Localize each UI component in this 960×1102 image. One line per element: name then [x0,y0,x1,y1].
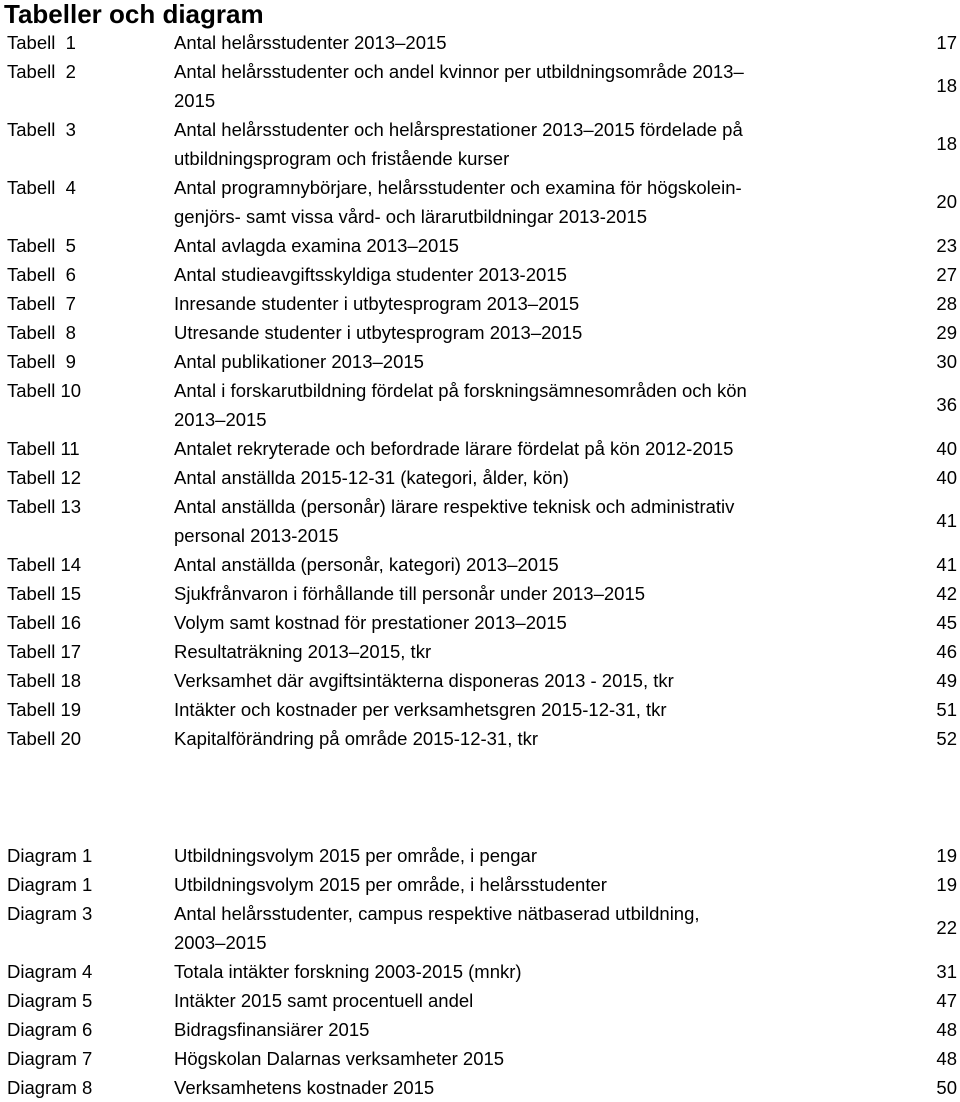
diagram-entry-title-line: Antal helårsstudenter, campus respektive nätbaserad utbildning, [174,903,700,924]
table-list [0,28,960,753]
table-entry-title-line: utbildningsprogram och fristående kurser [174,148,510,169]
table-entry-title-line: Kapitalförändring på område 2015-12-31, tkr [174,728,539,749]
table-entry-page-number: 40 [936,438,957,459]
table-entry-title [174,579,874,608]
table-entry-page-number: 20 [936,191,957,212]
table-entry [0,695,960,724]
table-entry-page-number: 17 [936,32,957,53]
table-entry-page-number: 45 [936,612,957,633]
table-entry-title-line: Antal publikationer 2013–2015 [174,351,424,372]
table-entry-title-line: genjörs- samt vissa vård- och lärarutbildningar 2013-2015 [174,206,648,227]
diagram-entry [0,870,960,899]
table-entry-label: Tabell 6 [7,264,76,285]
table-entry [0,57,960,115]
table-entry-title-line: Antal helårsstudenter 2013–2015 [174,32,447,53]
table-entry-page-number: 30 [936,351,957,372]
table-entry-label: Tabell 16 [7,612,82,633]
table-entry [0,231,960,260]
table-entry-title [174,434,874,463]
diagram-entry-title [174,957,874,986]
table-entry [0,318,960,347]
diagram-entry-title [174,1073,874,1102]
table-entry [0,463,960,492]
table-entry-title [174,347,874,376]
table-entry-label: Tabell 20 [7,728,82,749]
table-entry-label: Tabell 19 [7,699,82,720]
table-entry-label: Tabell 13 [7,496,82,517]
table-entry-title-line: Antal anställda (personår) lärare respektive teknisk och administrativ [174,496,735,517]
diagram-entry [0,957,960,986]
table-entry-label: Tabell 17 [7,641,82,662]
table-entry-page-number: 18 [936,133,957,154]
table-entry-title-line: Inresande studenter i utbytesprogram 2013–2015 [174,293,580,314]
diagram-entry-title [174,1015,874,1044]
table-entry-page-number: 42 [936,583,957,604]
diagram-entry-title-line: Utbildningsvolym 2015 per område, i helårsstudenter [174,874,607,895]
diagram-entry-title-line: Utbildningsvolym 2015 per område, i pengar [174,845,538,866]
table-entry-page-number: 36 [936,394,957,415]
table-entry-title-line: Antal anställda 2015-12-31 (kategori, ålder, kön) [174,467,569,488]
table-entry-page-number: 40 [936,467,957,488]
table-entry-title [174,724,874,753]
table-entry-title [174,550,874,579]
diagram-entry-title-line: Verksamhetens kostnader 2015 [174,1077,435,1098]
table-entry-title [174,376,874,434]
diagram-entry [0,1073,960,1102]
table-entry-page-number: 46 [936,641,957,662]
diagram-entry [0,1015,960,1044]
diagram-entry-label: Diagram 3 [7,903,93,924]
page-title: Tabeller och diagram [4,0,264,29]
diagram-entry-label: Diagram 8 [7,1077,93,1098]
diagram-entry [0,899,960,957]
table-entry-page-number: 28 [936,293,957,314]
table-entry-label: Tabell 3 [7,119,76,140]
diagram-entry-page-number: 48 [936,1019,957,1040]
table-entry [0,347,960,376]
table-entry-title [174,637,874,666]
diagram-entry-title [174,986,874,1015]
diagram-entry-label: Diagram 1 [7,845,93,866]
table-entry-label: Tabell 9 [7,351,76,372]
table-entry-title [174,666,874,695]
diagram-entry-title-line: Totala intäkter forskning 2003-2015 (mnkr) [174,961,522,982]
table-entry-label: Tabell 1 [7,32,76,53]
table-entry [0,376,960,434]
diagram-entry-label: Diagram 5 [7,990,93,1011]
diagram-entry-page-number: 19 [936,874,957,895]
table-entry-label: Tabell 8 [7,322,76,343]
table-entry-title-line: Intäkter och kostnader per verksamhetsgren 2015-12-31, tkr [174,699,667,720]
table-entry [0,434,960,463]
diagram-entry-label: Diagram 1 [7,874,93,895]
diagram-entry-title [174,870,874,899]
table-entry-title-line: 2013–2015 [174,409,267,430]
table-entry-title-line: Antal programnybörjare, helårsstudenter och examina för högskolein- [174,177,742,198]
table-entry-label: Tabell 12 [7,467,82,488]
table-entry-label: Tabell 15 [7,583,82,604]
diagram-entry-page-number: 50 [936,1077,957,1098]
table-entry-title [174,173,874,231]
table-entry-title-line: Antalet rekryterade och befordrade lärare fördelat på kön 2012-2015 [174,438,734,459]
table-entry-page-number: 41 [936,554,957,575]
table-entry-label: Tabell 10 [7,380,82,401]
table-entry-page-number: 18 [936,75,957,96]
table-entry-title-line: Resultaträkning 2013–2015, tkr [174,641,432,662]
diagram-entry-title-line: Bidragsfinansiärer 2015 [174,1019,370,1040]
table-entry-page-number: 23 [936,235,957,256]
table-entry-title-line: 2015 [174,90,216,111]
table-entry-title [174,463,874,492]
diagram-entry-page-number: 47 [936,990,957,1011]
table-entry-label: Tabell 18 [7,670,82,691]
diagram-entry-label: Diagram 7 [7,1048,93,1069]
table-entry-title-line: Antal helårsstudenter och helårsprestationer 2013–2015 fördelade på [174,119,743,140]
table-entry-title [174,115,874,173]
diagram-entry-title-line: 2003–2015 [174,932,267,953]
table-entry [0,28,960,57]
table-entry-label: Tabell 4 [7,177,76,198]
table-entry-title-line: Volym samt kostnad för prestationer 2013–2015 [174,612,567,633]
diagram-entry-title-line: Högskolan Dalarnas verksamheter 2015 [174,1048,505,1069]
table-entry [0,666,960,695]
table-entry-title-line: personal 2013-2015 [174,525,339,546]
table-entry-title [174,695,874,724]
diagram-entry-title [174,899,874,957]
diagram-entry-label: Diagram 6 [7,1019,93,1040]
diagram-entry [0,1044,960,1073]
table-entry [0,637,960,666]
table-entry [0,289,960,318]
table-entry-title [174,608,874,637]
table-entry-title-line: Antal studieavgiftsskyldiga studenter 2013-2015 [174,264,567,285]
table-entry [0,550,960,579]
table-entry [0,492,960,550]
table-entry-title [174,57,874,115]
table-entry-label: Tabell 2 [7,61,76,82]
diagram-list [0,841,960,1102]
table-entry [0,260,960,289]
table-entry-title-line: Verksamhet där avgiftsintäkterna disponeras 2013 - 2015, tkr [174,670,674,691]
table-entry-title-line: Antal i forskarutbildning fördelat på forskningsämnesområden och kön [174,380,747,401]
table-entry-title [174,289,874,318]
table-entry-title-line: Utresande studenter i utbytesprogram 2013–2015 [174,322,583,343]
table-entry-title-line: Antal helårsstudenter och andel kvinnor per utbildningsområde 2013– [174,61,744,82]
diagram-entry-page-number: 19 [936,845,957,866]
table-entry-page-number: 52 [936,728,957,749]
table-entry-title [174,318,874,347]
table-entry-title-line: Antal anställda (personår, kategori) 2013–2015 [174,554,559,575]
table-entry-title-line: Sjukfrånvaron i förhållande till personår under 2013–2015 [174,583,646,604]
table-entry-page-number: 49 [936,670,957,691]
table-entry [0,579,960,608]
table-entry-page-number: 41 [936,510,957,531]
table-entry-title [174,260,874,289]
table-entry-title-line: Antal avlagda examina 2013–2015 [174,235,459,256]
table-entry-label: Tabell 7 [7,293,76,314]
table-entry-label: Tabell 11 [7,438,80,459]
table-entry-page-number: 27 [936,264,957,285]
table-entry-page-number: 51 [936,699,957,720]
table-entry [0,608,960,637]
diagram-entry-page-number: 31 [936,961,957,982]
table-entry [0,724,960,753]
table-entry [0,173,960,231]
table-entry-page-number: 29 [936,322,957,343]
diagram-entry-label: Diagram 4 [7,961,93,982]
table-entry-title [174,231,874,260]
table-entry-title [174,492,874,550]
diagram-entry [0,841,960,870]
table-entry-title [174,28,874,57]
diagram-entry-title [174,1044,874,1073]
table-entry-label: Tabell 14 [7,554,82,575]
diagram-entry-title-line: Intäkter 2015 samt procentuell andel [174,990,474,1011]
diagram-entry-page-number: 48 [936,1048,957,1069]
diagram-entry [0,986,960,1015]
diagram-entry-title [174,841,874,870]
table-entry-label: Tabell 5 [7,235,76,256]
diagram-entry-page-number: 22 [936,917,957,938]
table-entry [0,115,960,173]
